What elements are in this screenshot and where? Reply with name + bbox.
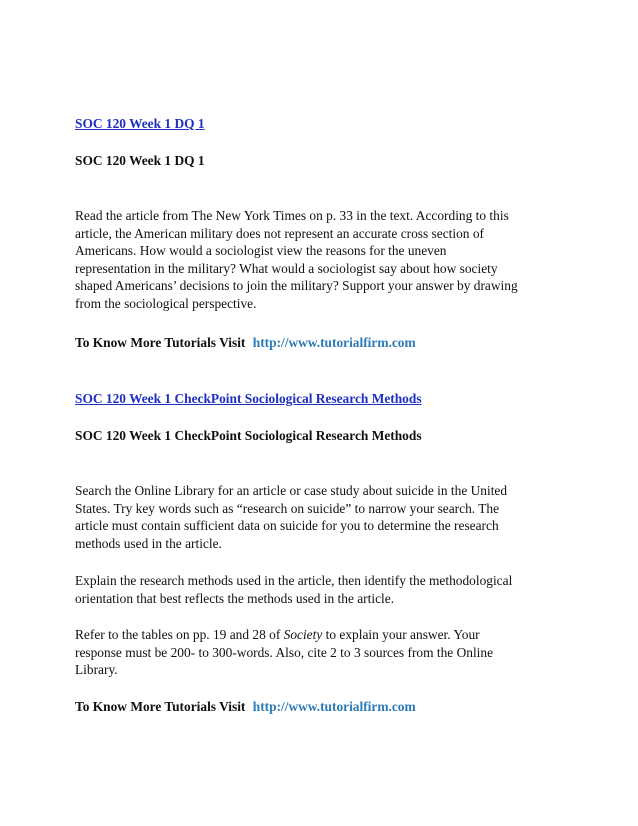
link-soc120-week1-checkpoint[interactable]: SOC 120 Week 1 CheckPoint Sociological Research Methods [75, 391, 422, 406]
body-line: States. Try key words such as “research on suicide” to narrow your search. The [75, 500, 500, 516]
link-soc120-week1-dq1[interactable]: SOC 120 Week 1 DQ 1 [75, 116, 205, 131]
body-line: Refer to the tables on pp. 19 and 28 of Society to explain your answer. Your [75, 627, 480, 642]
checkpoint-paragraph-1 [75, 482, 575, 552]
body-line: methods used in the article. [75, 535, 222, 551]
body-line: representation in the military? What would a sociologist say about how society [75, 260, 498, 276]
checkpoint-paragraph-3 [75, 626, 575, 679]
promo-label: To Know More Tutorials Visit [75, 335, 246, 350]
promo-url-link[interactable]: http://www.tutorialfirm.com [252, 699, 416, 714]
body-line: Library. [75, 662, 118, 678]
body-line: article must contain sufficient data on suicide for you to determine the research [75, 518, 499, 534]
body-line: article, the American military does not represent an accurate cross section of [75, 225, 484, 241]
heading-soc120-week1-checkpoint: SOC 120 Week 1 CheckPoint Sociological Research Methods [75, 428, 422, 443]
promo-label: To Know More Tutorials Visit [75, 699, 246, 714]
book-title-society: Society [283, 627, 323, 642]
promo-line-2 [75, 698, 575, 716]
promo-url-link[interactable]: http://www.tutorialfirm.com [252, 335, 416, 350]
body-line: shaped Americans’ decisions to join the military? Support your answer by drawing [75, 278, 518, 294]
checkpoint-paragraph-2 [75, 572, 575, 607]
body-line: from the sociological perspective. [75, 295, 257, 311]
dq1-body-paragraph [75, 207, 575, 313]
body-line: response must be 200- to 300-words. Also, cite 2 to 3 sources from the Online [75, 644, 494, 660]
body-line: Americans. How would a sociologist view the reasons for the uneven [75, 243, 447, 259]
body-line: Search the Online Library for an article or case study about suicide in the United [75, 483, 508, 498]
body-line: orientation that best reflects the methods used in the article. [75, 590, 395, 606]
body-line: Read the article from The New York Times on p. 33 in the text. According to this [75, 208, 509, 223]
heading-soc120-week1-dq1: SOC 120 Week 1 DQ 1 [75, 153, 205, 168]
promo-line-1 [75, 334, 575, 352]
body-line: Explain the research methods used in the article, then identify the methodological [75, 573, 513, 588]
